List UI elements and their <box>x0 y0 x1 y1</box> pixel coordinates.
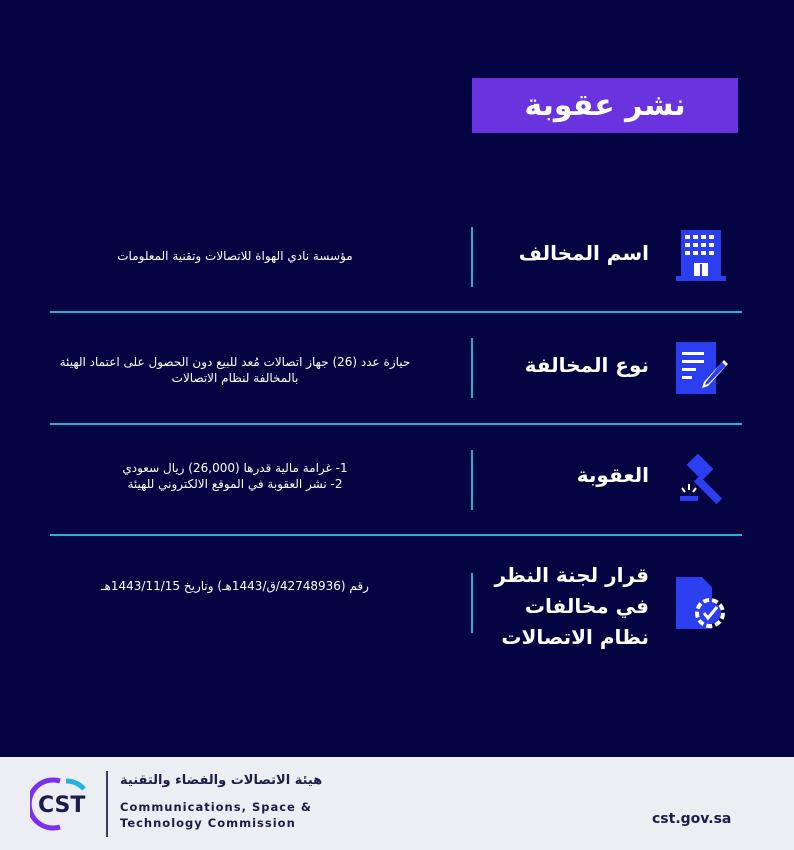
org-name-arabic: هيئة الاتصالات والفضاء والتقنية <box>120 773 323 788</box>
row-separator <box>50 311 742 313</box>
footer-divider <box>106 771 108 837</box>
row-separator <box>50 423 742 425</box>
org-name-english-line-1: Communications, Space & <box>120 800 312 814</box>
row-value-violation-type <box>10 354 460 386</box>
row-value-violator-name: مؤسسة نادي الهواة للاتصالات وتقنية المعلومات <box>117 249 353 263</box>
row-label-violation-type: نوع المخالفة <box>524 353 649 377</box>
cst-logo-icon <box>30 775 96 833</box>
row-label-violator-name: اسم المخالف <box>518 241 649 265</box>
committee-label-line-1: قرار لجنة النظر <box>494 563 649 587</box>
page-title: نشر عقوبة <box>524 88 686 123</box>
title-banner <box>472 78 738 133</box>
document-badge-icon <box>672 573 730 631</box>
document-edit-icon <box>672 338 730 396</box>
penalty-line-2: 2- نشر العقوبة في الموقع الالكتروني للهيئة <box>127 477 343 491</box>
row-separator <box>50 534 742 536</box>
row-value-penalty <box>10 460 460 492</box>
committee-label-line-2: في مخالفات <box>524 594 649 618</box>
violation-type-line-1: حيازة عدد (26) جهاز اتصالات مُعد للبيع دون الحصول على اعتماد الهيئة <box>59 355 411 369</box>
logo-text: CST <box>38 793 86 818</box>
row-value-committee-decision: رقم (42748936/ق/1443هـ) وتاريخ 1443/11/15هـ <box>101 579 369 593</box>
violation-type-line-2: بالمخالفة لنظام الاتصالات <box>171 371 299 385</box>
building-icon <box>672 226 730 284</box>
gavel-icon <box>672 450 730 508</box>
committee-label-line-3: نظام الاتصالات <box>501 625 649 649</box>
footer <box>0 757 794 850</box>
row-label-penalty: العقوبة <box>576 463 649 487</box>
website-link[interactable]: cst.gov.sa <box>652 811 732 827</box>
org-name-english-line-2: Technology Commission <box>120 816 296 830</box>
penalty-line-1: 1- غرامة مالية قدرها (26,000) ريال سعودي <box>122 461 348 475</box>
row-label-committee-decision <box>469 560 649 653</box>
